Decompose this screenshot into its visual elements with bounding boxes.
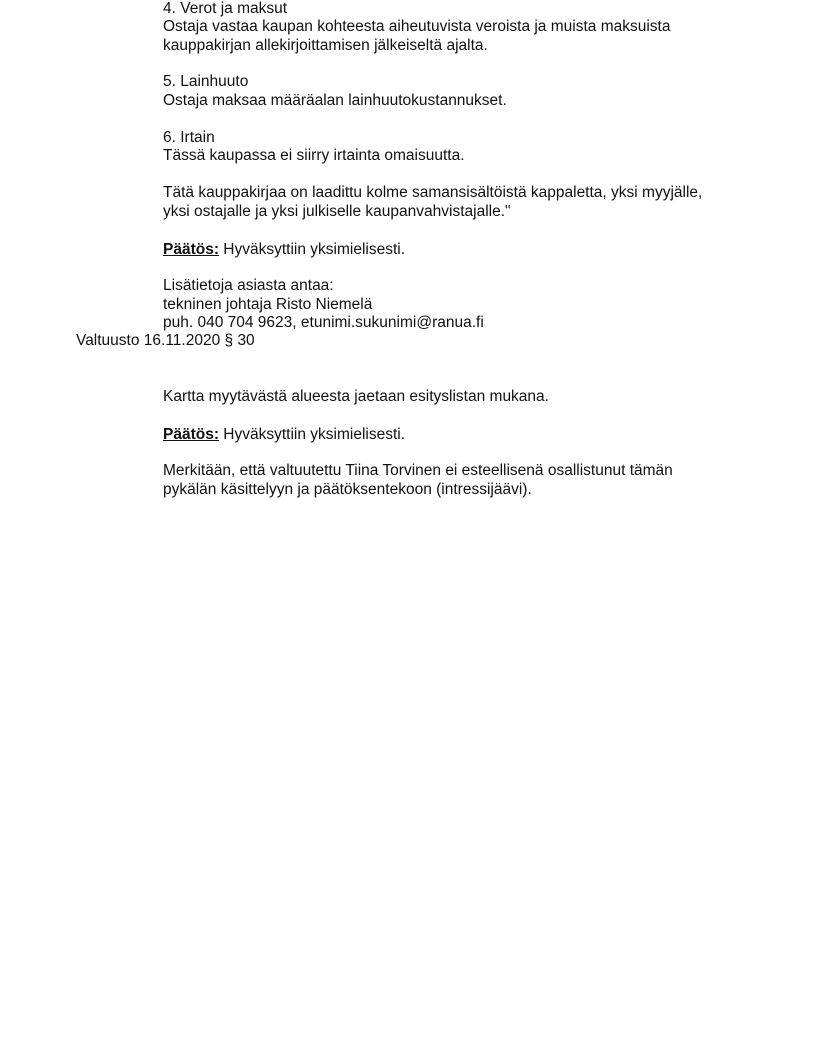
item5-heading: 5. Lainhuuto	[163, 73, 249, 90]
item4-heading: 4. Verot ja maksut	[163, 0, 288, 17]
decision-2-text: Hyväksyttiin yksimielisesti.	[219, 426, 406, 443]
contact-phone: puh. 040 704 9623, etunimi.sukunimi@ranua.fi	[163, 314, 484, 331]
item5-line: Ostaja maksaa määräalan lainhuutokustannukset.	[163, 92, 507, 109]
item4-line-2: kauppakirjan allekirjoittamisen jälkeiseltä ajalta.	[163, 37, 488, 54]
map-note: Kartta myytävästä alueesta jaetaan esityslistan mukana.	[163, 388, 549, 405]
decision-1-text: Hyväksyttiin yksimielisesti.	[219, 241, 406, 258]
section-header: Valtuusto 16.11.2020 § 30	[76, 332, 255, 349]
item4-line-1: Ostaja vastaa kaupan kohteesta aiheutuvista veroista ja muista maksuista	[163, 18, 671, 35]
decision-1-label: Päätös:	[163, 241, 219, 258]
item6-line: Tässä kaupassa ei siirry irtainta omaisuutta.	[163, 147, 465, 164]
remark-line-2: pykälän käsittelyyn ja päätöksentekoon (intressijäävi).	[163, 481, 532, 498]
contact-person: tekninen johtaja Risto Niemelä	[163, 296, 373, 313]
decision-1	[163, 241, 405, 259]
item6-heading: 6. Irtain	[163, 129, 215, 146]
remark-line-1: Merkitään, että valtuutettu Tiina Torvinen ei esteellisenä osallistunut tämän	[163, 462, 673, 479]
decision-2-label: Päätös:	[163, 426, 219, 443]
decision-2	[163, 426, 405, 444]
contact-intro: Lisätietoja asiasta antaa:	[163, 277, 334, 294]
closing-line-1: Tätä kauppakirjaa on laadittu kolme samansisältöistä kappaletta, yksi myyjälle,	[163, 184, 703, 201]
closing-line-2: yksi ostajalle ja yksi julkiselle kaupanvahvistajalle."	[163, 203, 511, 220]
